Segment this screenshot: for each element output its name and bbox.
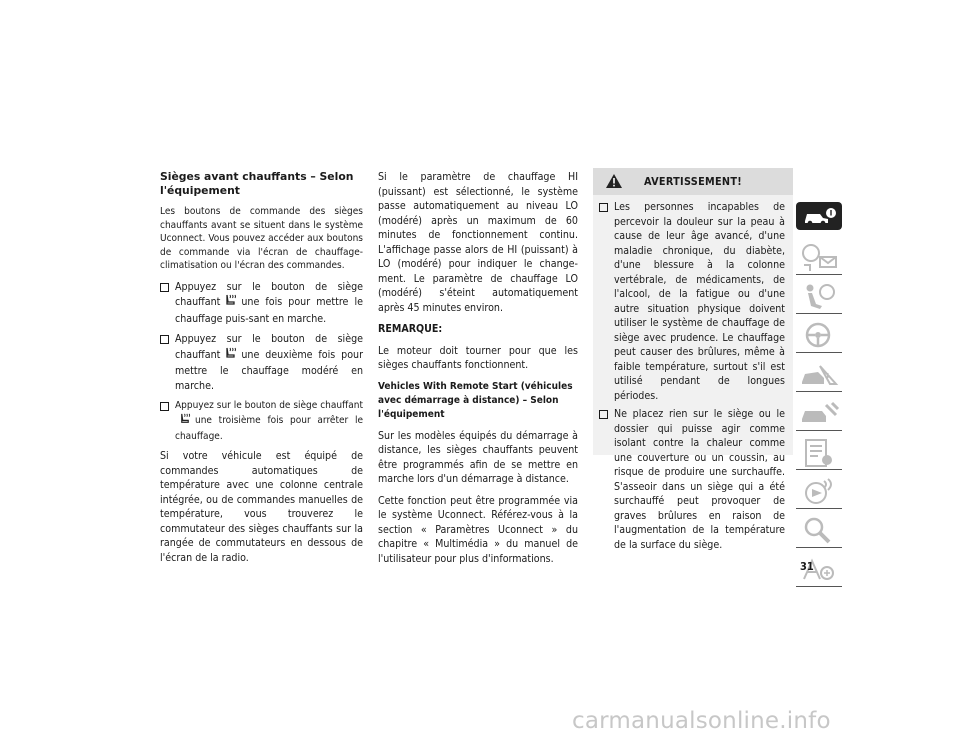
subsection-heading: Vehicles With Remote Start (véhicules avec démarrage à distance) – Selon l'équipement — [378, 380, 573, 420]
list-item: Appuyez sur le bouton de siège chauffant une fois pour mettre le chauffage puis-sant en marche. — [160, 280, 363, 327]
list-item: Appuyez sur le bouton de siège chauffant une deuxième fois pour mettre le chauffage modéré en marche. — [160, 332, 363, 393]
section-heading: Sièges avant chauffants – Selon l'équipement — [160, 170, 354, 197]
body-paragraph: Si le paramètre de chauffage HI (puissant) est sélectionné, le système passe automatiquement au niveau LO (modéré) après un maximum de 60 minutes de fonctionnement continu. L'affichage passe alors de HI (puissant) à LO (modéré) pour indiquer le change-ment. Le paramètre de chauffage LO (modéré) s'éteint automatiquement après 45 minutes environ. — [378, 171, 578, 314]
list-item: Ne placez rien sur le siège ou le dossier qui puisse agir comme isolant contre la chaleur comme une couverture ou un coussin, au risque de produire une surchauffe. S'asseoir dans un siège qui a été surchauffé peut provoquer de graves brûlures en raison de l'augmentation de la température de la surface du siège. — [599, 407, 785, 552]
tab-search[interactable] — [796, 514, 842, 548]
steering-wheel-icon — [796, 319, 842, 353]
heated-seat-icon — [179, 413, 191, 430]
body-paragraph: Sur les modèles équipés du démarrage à distance, les sièges chauffants peuvent être programmés afin de se mettre en marche lors d'un démarrage à distance. — [378, 429, 578, 485]
list-item: Appuyez sur le bouton de siège chauffantune troisième fois pour arrêter le chauffage. — [160, 399, 363, 443]
tab-multimedia[interactable] — [796, 475, 842, 509]
body-paragraph: Si votre véhicule est équipé de commandes automatiques de température avec une colonne centrale intégrée, ou de commandes manuelles de température, vous trouverez le commutateur des sièges chauffants sur la rangée de commutateurs en dessous de l'écran de la radio. — [160, 450, 363, 564]
heated-seat-icon — [224, 347, 237, 365]
tab-airbag[interactable] — [796, 280, 842, 314]
chapter-tabs — [796, 202, 842, 592]
tab-maintenance[interactable] — [796, 397, 842, 431]
bullet-square-icon — [599, 203, 608, 212]
airbag-icon — [796, 280, 842, 314]
car-info-icon — [796, 202, 842, 230]
bullet-square-icon — [160, 402, 169, 411]
tab-steering[interactable] — [796, 319, 842, 353]
note-text: Le moteur doit tourner pour que les sièges chauffants fonctionnent. — [378, 344, 578, 371]
page-number: 31 — [800, 560, 814, 573]
tab-emergency[interactable] — [796, 358, 842, 392]
car-crash-icon — [796, 358, 842, 392]
bullet-square-icon — [160, 335, 169, 344]
tab-specifications[interactable] — [796, 436, 842, 470]
tab-warning-lights[interactable] — [796, 241, 842, 275]
note-title: REMARQUE: — [378, 323, 443, 335]
car-maintenance-icon — [796, 397, 842, 431]
warning-header — [593, 168, 793, 195]
warning-triangle-icon — [605, 173, 623, 192]
list-item: Les personnes incapables de percevoir la douleur sur la peau à cause de leur âge avancé, d'une maladie chronique, du diabète, d'une blessure à la colonne vertébrale, de médicaments, de l'alcool, de la fatigue ou d'une autre situation physique doivent utiliser le système de chauffage de siège avec prudence. Le chauffage peut causer des brûlures, même à faible température, surtout s'il est utilisé pendant de longues périodes. — [599, 200, 785, 403]
warning-lights-icon — [796, 241, 842, 275]
search-icon — [796, 514, 842, 548]
warning-title: AVERTISSEMENT! — [643, 175, 742, 188]
specifications-icon — [796, 436, 842, 470]
middle-column — [378, 170, 578, 573]
bullet-square-icon — [599, 410, 608, 419]
warning-box — [593, 168, 793, 551]
watermark: carmanualsonline.info — [572, 708, 831, 734]
heated-seat-icon — [224, 294, 237, 312]
tab-car-info[interactable] — [796, 202, 842, 236]
left-column — [160, 170, 363, 572]
body-paragraph: Cette fonction peut être programmée via le système Uconnect. Référez-vous à la section « Paramètres Uconnect » du chapitre « Multimédia » du manuel de l'utilisateur pour plus d'informations. — [378, 494, 578, 565]
bullet-square-icon — [160, 283, 169, 292]
multimedia-icon — [796, 475, 842, 509]
intro-paragraph: Les boutons de commande des sièges chauffants avant se situent dans le système Uconnect. Vous pouvez accéder aux boutons de commande via l'écran de chauffage-climatisation ou l'écran des commandes. — [160, 206, 363, 272]
